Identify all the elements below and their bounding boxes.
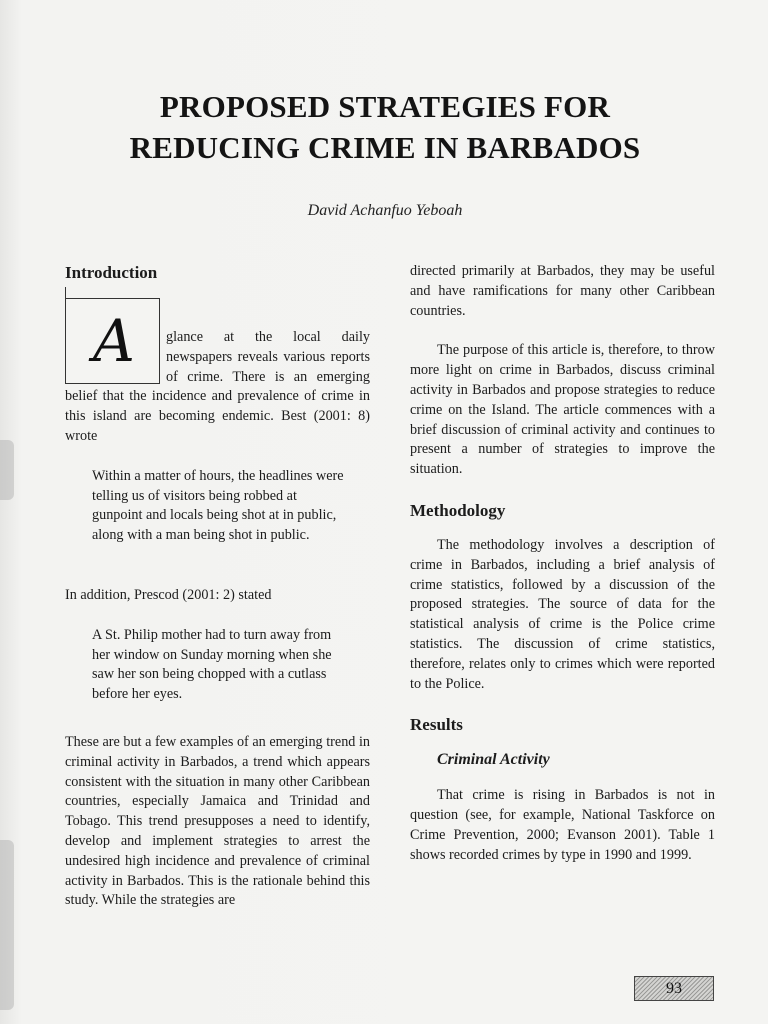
spacer [410,480,715,500]
intro-paragraph-2: In addition, Prescod (2001: 2) stated [65,586,272,603]
spacer [65,606,370,626]
article-title [60,86,710,168]
results-paragraph: That crime is rising in Barbados is not in question (see, for example, National Taskforce on Crime Prevention, 2000; Evanson 2001). Table 1 shows recorded crimes by type in 1990 and 1999. [410,787,715,863]
drop-cap-rule [65,287,66,299]
title-line-2: REDUCING CRIME IN BARBADOS [129,130,641,165]
intro-paragraph-1: glance at the local daily newspapers reveals various reports of crime. There is an emerging belief that the incidence and prevalence of crime in this island are becoming endemic. Best (2001: 8) wrote [65,329,370,444]
intro-paragraph-3-continued: directed primarily at Barbados, they may be useful and have ramifications for many other Caribbean countries. [410,263,715,319]
drop-cap-letter: A [93,307,135,375]
spacer [410,321,715,341]
intro-first-paragraph-block [65,298,370,447]
methodology-paragraph: The methodology involves a description of crime in Barbados, including a brief analysis of crime statistics, followed by a discussion of the proposed strategies. The source of data for the statistical analysis of crime is the Police crime statistics. The discussion of crime statistics, therefore, relates only to crimes which were reported to the Police. [410,536,715,692]
drop-cap-box [65,298,160,384]
intro-paragraph-3: These are but a few examples of an emerging trend in criminal activity in Barbados, a trend which appears consistent with the situation in many other Caribbean countries, especially Jamaica and Trinidad and Tobago. This trend presupposes a need to identify, develop and implement strategies to arrest the undesired high incidence and prevalence of criminal activity in Barbados. This is the rationale behind this study. While the strategies are [65,733,370,909]
introduction-heading: Introduction [65,263,158,282]
page-edge-shadow [0,440,14,500]
right-column [410,262,715,865]
results-heading: Results [410,715,463,735]
criminal-activity-subheading: Criminal Activity [437,751,550,769]
intro-paragraph-4: The purpose of this article is, therefore, to throw more light on crime in Barbados, discuss criminal activity in Barbados and propose strategies to reduce crime on the Island. The article commences with a brief discussion of criminal activity and continues to present a number of strategies to improve the situation. [410,342,715,478]
author-name: David Achanfuo Yeboah [307,202,463,219]
page-edge-shadow [0,840,14,1010]
quote-best: Within a matter of hours, the headlines were telling us of visitors being robbed at gunpoint and locals being shot at in public, along with a man being shot in public. [92,467,344,544]
page-number: 93 [634,976,714,1001]
title-line-1: PROPOSED STRATEGIES FOR [159,89,611,124]
spacer [65,705,370,733]
spacer [410,694,715,714]
spacer [65,546,370,586]
quote-prescod: A St. Philip mother had to turn away from her window on Sunday morning when she saw her son being chopped with a cutlass before her eyes. [92,626,332,703]
left-column [65,262,370,911]
spacer [65,447,370,467]
methodology-heading: Methodology [410,500,506,520]
